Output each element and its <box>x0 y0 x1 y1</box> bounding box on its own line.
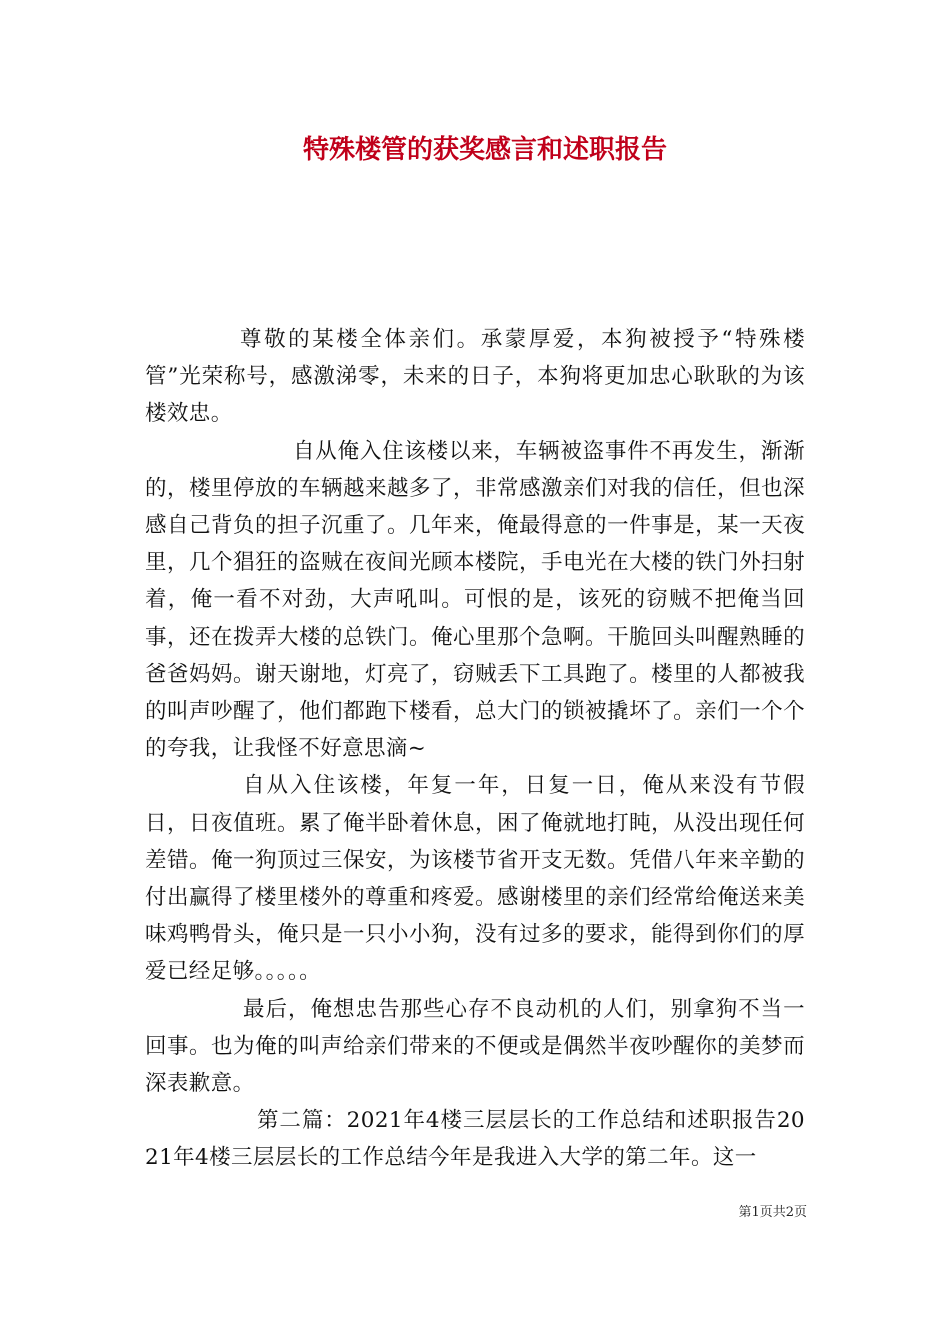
page-number: 第1页共2页 <box>738 1205 807 1220</box>
paragraph-closing: 最后，俺想忠告那些心存不良动机的人们，别拿狗不当一回事。也为俺的叫声给亲们带来的不便或是偶然半夜吵醒你的美梦而深表歉意。 <box>145 996 805 1097</box>
document-body <box>145 321 805 1177</box>
document-title: 特殊楼管的获奖感言和述职报告 <box>302 135 667 165</box>
paragraph-greeting: 尊敬的某楼全体亲们。承蒙厚爱，本狗被授予“特殊楼管”光荣称号，感激涕零，未来的日子，本狗将更加忠心耿耿的为该楼效忠。 <box>145 327 805 427</box>
paragraph-second-article: 第二篇：2021年4楼三层层长的工作总结和述职报告2021年4楼三层层长的工作总结今年是我进入大学的第二年。这一 <box>145 1108 805 1171</box>
paragraph-thief-story: 自从俺入住该楼以来，车辆被盗事件不再发生，渐渐的，楼里停放的车辆越来越多了，非常感激亲们对我的信任，但也深感自己背负的担子沉重了。几年来，俺最得意的一件事是，某一天夜里，几个猖狂的盗贼在夜间光顾本楼院，手电光在大楼的铁门外扫射着，俺一看不对劲，大声吼叫。可恨的是，该死的窃贼不把俺当回事，还在拨弄大楼的总铁门。俺心里那个急啊。干脆回头叫醒熟睡的爸爸妈妈。谢天谢地，灯亮了，窃贼丢下工具跑了。楼里的人都被我的叫声吵醒了，他们都跑下楼看，总大门的锁被撬坏了。亲们一个个的夸我，让我怪不好意思滴~ <box>145 438 805 762</box>
paragraph-duty: 自从入住该楼，年复一年，日复一日，俺从来没有节假日，日夜值班。累了俺半卧着休息，困了俺就地打盹，从没出现任何差错。俺一狗顶过三保安，为该楼节省开支无数。凭借八年来辛勤的付出赢得了楼里楼外的尊重和疼爱。感谢楼里的亲们经常给俺送来美味鸡鸭骨头，俺只是一只小小狗，没有过多的要求，能得到你们的厚爱已经足够。。。。。 <box>145 773 805 985</box>
